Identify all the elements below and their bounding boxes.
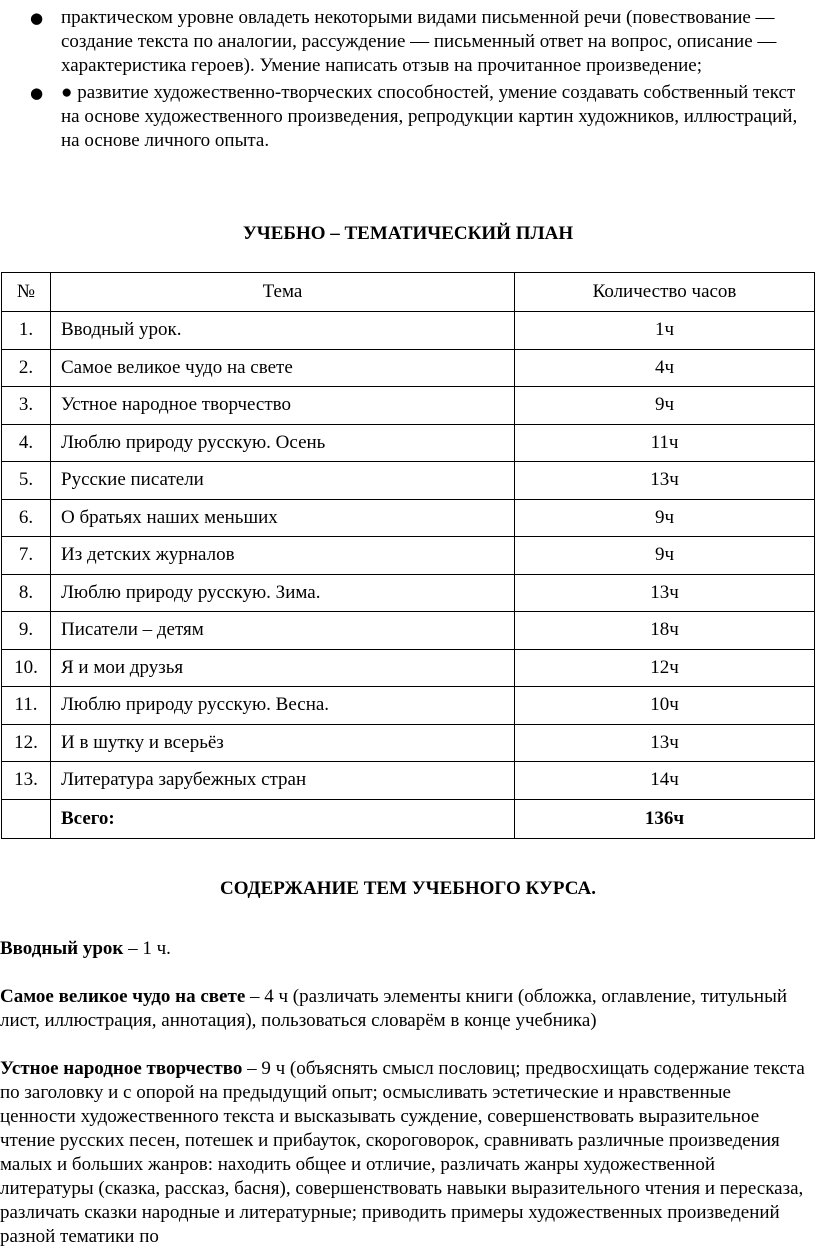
row-number: 1. xyxy=(2,312,51,350)
row-number: 2. xyxy=(2,349,51,387)
section-text: – 4 ч (различать элементы книги (обложка, оглавление, титульный лист, иллюстрация, аннотация), пользоваться словарём в конце учебника) xyxy=(0,986,788,1031)
row-topic: Устное народное творчество xyxy=(51,387,515,425)
table-row xyxy=(2,649,815,687)
row-hours: 10ч xyxy=(515,687,815,725)
row-number: 10. xyxy=(2,649,51,687)
table-row xyxy=(2,349,815,387)
row-hours: 9ч xyxy=(515,537,815,575)
section-heading: Самое великое чудо на свете xyxy=(0,986,246,1007)
header-number: № xyxy=(2,273,51,312)
section-text: – 1 ч. xyxy=(123,938,171,959)
section-intro xyxy=(0,937,810,961)
table-row xyxy=(2,724,815,762)
row-number: 7. xyxy=(2,537,51,575)
row-topic: Люблю природу русскую. Весна. xyxy=(51,687,515,725)
section-text: – 9 ч (объяснять смысл пословиц; предвосхищать содержание текста по заголовку и с опорой на предыдущий опыт; осмысливать эстетические и нравственные ценности художественного текста и высказывать суждение, совершенствовать выразительное чтение русских песен, потешек и прибауток, скороговорок, сравнивать различные произведения малых и больших жанров: находить общее и отличие, различать жанры художественной литературы (сказка, рассказ, басня), совершенствовать навыки выразительного чтения и пересказа, различать сказки народные и литературные; приводить примеры художественных произведений разной тематики по xyxy=(0,1058,805,1247)
header-hours: Количество часов xyxy=(515,273,815,312)
bullet-text: практическом уровне овладеть некоторыми видами письменной речи (повествование — создание текста по аналогии, рассуждение — письменный ответ на вопрос, описание — характеристика героев). Умение написать отзыв на прочитанное произведение; xyxy=(61,7,777,76)
row-number: 5. xyxy=(2,462,51,500)
table-header-row xyxy=(2,273,815,312)
table-row xyxy=(2,687,815,725)
row-topic: Люблю природу русскую. Осень xyxy=(51,424,515,462)
row-hours: 11ч xyxy=(515,424,815,462)
table-row xyxy=(2,612,815,650)
row-hours: 13ч xyxy=(515,574,815,612)
row-topic: Русские писатели xyxy=(51,462,515,500)
row-hours: 9ч xyxy=(515,387,815,425)
row-hours: 9ч xyxy=(515,499,815,537)
row-hours: 13ч xyxy=(515,462,815,500)
row-hours: 4ч xyxy=(515,349,815,387)
total-hours: 136ч xyxy=(515,799,815,838)
row-number: 9. xyxy=(2,612,51,650)
table-row xyxy=(2,762,815,800)
skills-bullet-list xyxy=(0,6,816,153)
row-number: 8. xyxy=(2,574,51,612)
row-topic: Люблю природу русскую. Зима. xyxy=(51,574,515,612)
row-hours: 14ч xyxy=(515,762,815,800)
table-row xyxy=(2,312,815,350)
row-number: 13. xyxy=(2,762,51,800)
section-folklore xyxy=(0,1057,810,1249)
table-total-row xyxy=(2,799,815,838)
row-number: 4. xyxy=(2,424,51,462)
table-row xyxy=(2,424,815,462)
row-number: 6. xyxy=(2,499,51,537)
content-title: СОДЕРЖАНИЕ ТЕМ УЧЕБНОГО КУРСА. xyxy=(219,878,596,899)
row-number: 12. xyxy=(2,724,51,762)
row-hours: 12ч xyxy=(515,649,815,687)
table-row xyxy=(2,574,815,612)
bullet-icon: ● xyxy=(30,84,44,102)
row-topic: О братьях наших меньших xyxy=(51,499,515,537)
thematic-plan-table xyxy=(1,272,815,839)
row-hours: 1ч xyxy=(515,312,815,350)
total-empty-cell xyxy=(2,799,51,838)
bullet-text: ● развитие художественно-творческих способностей, умение создавать собственный текст на основе художественного произведения, репродукции картин художников, иллюстраций, на основе личного опыта. xyxy=(61,82,798,151)
row-topic: И в шутку и всерьёз xyxy=(51,724,515,762)
total-label: Всего: xyxy=(51,799,515,838)
row-topic: Писатели – детям xyxy=(51,612,515,650)
bullet-item xyxy=(0,81,816,153)
row-topic: Литература зарубежных стран xyxy=(51,762,515,800)
row-topic: Самое великое чудо на свете xyxy=(51,349,515,387)
row-topic: Из детских журналов xyxy=(51,537,515,575)
section-heading: Вводный урок xyxy=(0,938,124,959)
section-heading: Устное народное творчество xyxy=(0,1058,243,1079)
row-topic: Вводный урок. xyxy=(51,312,515,350)
header-topic: Тема xyxy=(51,273,515,312)
table-row xyxy=(2,537,815,575)
section-book-wonder xyxy=(0,985,810,1033)
plan-title: УЧЕБНО – ТЕМАТИЧЕСКИЙ ПЛАН xyxy=(242,223,574,244)
row-number: 3. xyxy=(2,387,51,425)
table-row xyxy=(2,462,815,500)
row-number: 11. xyxy=(2,687,51,725)
bullet-icon: ● xyxy=(30,9,44,27)
row-hours: 18ч xyxy=(515,612,815,650)
row-topic: Я и мои друзья xyxy=(51,649,515,687)
table-row xyxy=(2,387,815,425)
row-hours: 13ч xyxy=(515,724,815,762)
bullet-item xyxy=(0,6,816,78)
table-row xyxy=(2,499,815,537)
